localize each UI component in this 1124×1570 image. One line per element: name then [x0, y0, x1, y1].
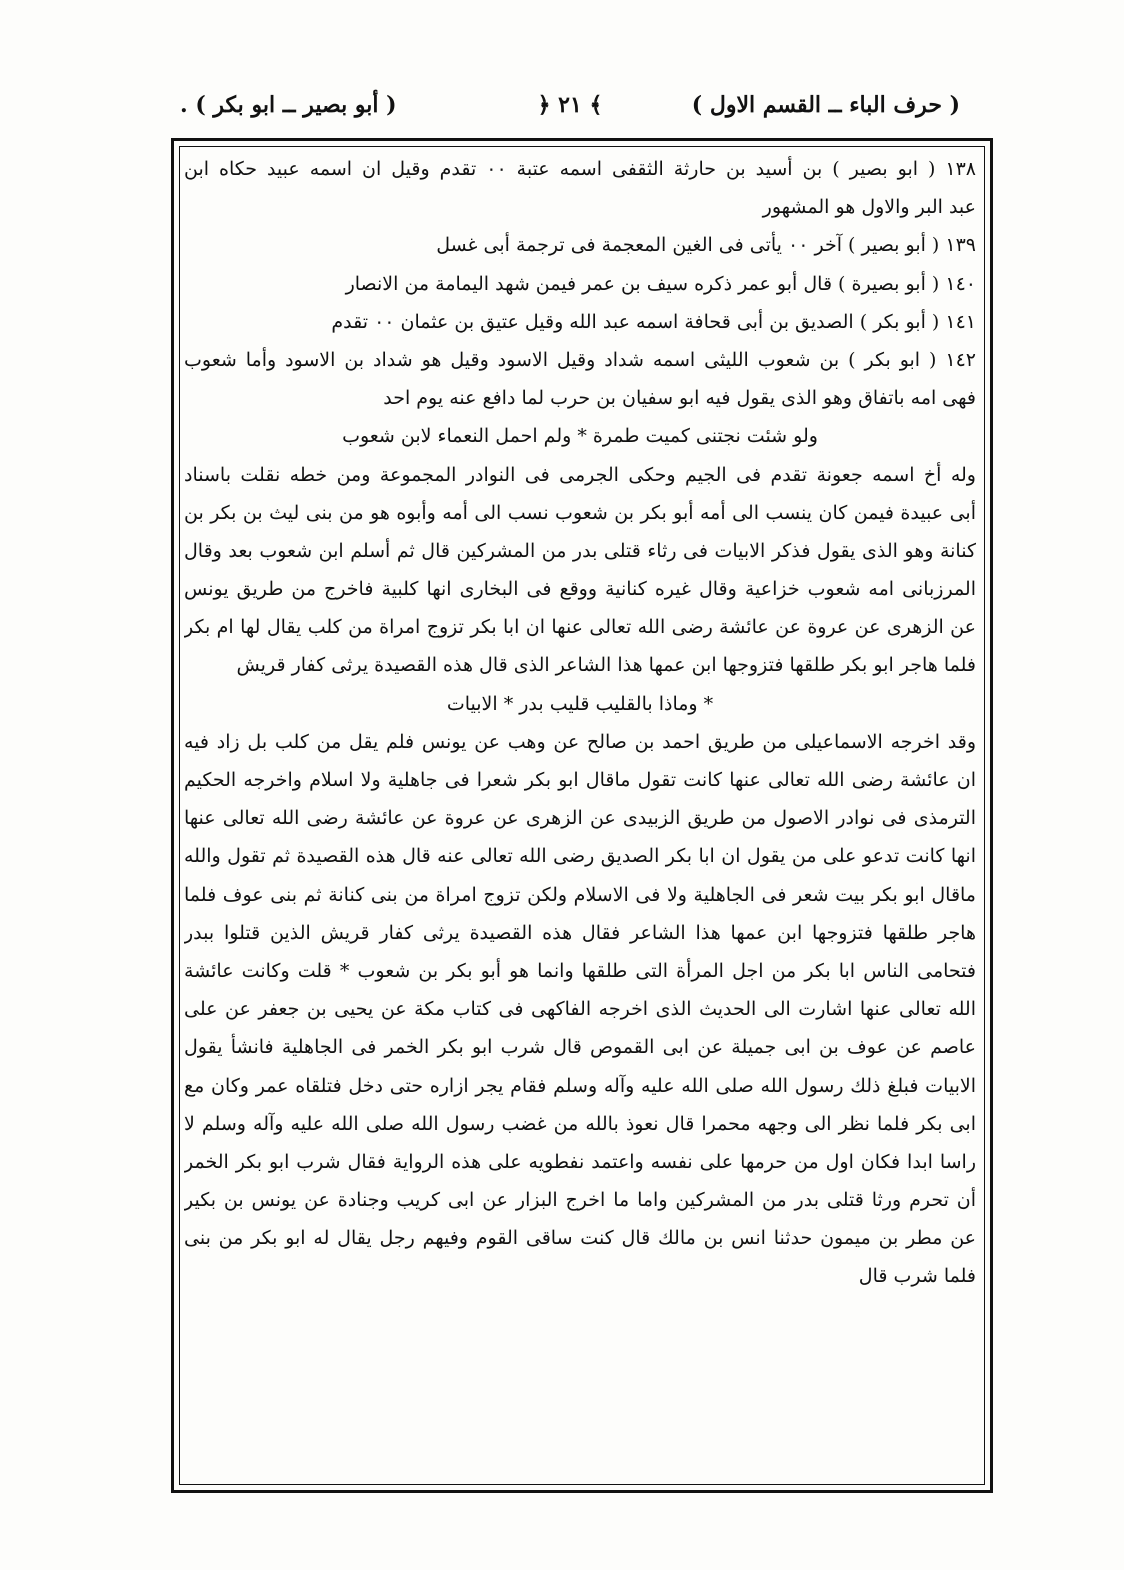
text-line: هاجر طلقها فتزوجها ابن عمها هذا الشاعر فقال هذه القصيدة يرثى كفار قريش الذين قتلوا ببدر	[184, 921, 976, 944]
entry-139: ١٣٩ ( أبو بصير ) آخر ٠٠ يأتى فى الغين المعجمة فى ترجمة أبى غسل	[436, 234, 976, 257]
running-header	[180, 92, 960, 132]
text-line: ماقال ابو بكر بيت شعر فى الجاهلية ولا فى الاسلام ولكن تزوج امراة من بنى كنانة ثم بنى عوف فلما	[184, 883, 976, 906]
text-line: انها كانت تدعو على من يقول ان ابا بكر الصديق رضى الله تعالى عنه قال هذه القصيدة ثم تقول والله	[184, 845, 976, 868]
text-line: ان عائشة رضى الله تعالى عنها كانت تقول ماقال ابو بكر شعرا فى جاهلية ولا اسلام واخرجه الحكيم	[184, 769, 976, 791]
text-line: عبد البر والاول هو المشهور	[762, 196, 976, 219]
entry-142: ١٤٢ ( ابو بكر ) بن شعوب الليثى اسمه شداد وقيل الاسود وقيل هو شداد بن الاسود وأما شعوب	[184, 348, 976, 371]
text-line: عاصم عن عوف بن ابى جميلة عن ابى القموص قال شرب ابو بكر الخمر فى الجاهلية فانشأ يقول	[184, 1036, 976, 1059]
text-line: عن مطر بن ميمون حدثنا انس بن مالك قال كنت ساقى القوم وفيهم رجل يقال له ابو بكر من بنى	[184, 1227, 976, 1250]
text-line: فتحامى الناس ابا بكر من اجل المرأة التى طلقها وانما هو أبو بكر بن شعوب * قلت وكانت عائشة	[184, 959, 976, 982]
text-line: فهى امه باتفاق وهو الذى يقول فيه ابو سفيان بن حرب لما دافع عنه يوم احد	[383, 387, 976, 410]
text-line: فلما شرب قال	[858, 1265, 976, 1288]
page-number: ﴿ ٢١ ﴾	[537, 92, 603, 118]
text-line: فلما هاجر ابو بكر طلقها فتزوجها ابن عمها هذا الشاعر الذى قال هذه القصيدة يرثى كفار قريش	[236, 654, 976, 677]
text-line: الترمذى فى نوادر الاصول من طريق الزبيدى عن الزهرى عن عروة عن عائشة رضى الله تعالى عنها	[184, 807, 976, 830]
entry-140: ١٤٠ ( أبو بصيرة ) قال أبو عمر ذكره سيف بن عمر فيمن شهد اليمامة من الانصار	[345, 272, 976, 295]
verse-line: * وماذا بالقليب قليب بدر * الابيات	[446, 692, 714, 715]
text-line: الابيات فبلغ ذلك رسول الله صلى الله عليه وآله وسلم فقام يجر ازاره حتى دخل فتلقاه عمر وكان مع	[184, 1074, 976, 1097]
text-line: ابى بكر فلما نظر الى وجهه محمرا قال نعوذ بالله من غضب رسول الله صلى الله عليه وآله وسلم لا	[184, 1112, 976, 1135]
verse-line: ولو شئت نجتنى كميت طمرة * ولم احمل النعماء لابن شعوب	[342, 425, 818, 448]
text-line: أبى عبيدة فيمن كان ينسب الى أمه أبو بكر بن شعوب نسب الى أمه وأبوه هو من بنى ليث بن بكر بن	[184, 501, 976, 524]
text-line: وله أخ اسمه جعونة تقدم فى الجيم وحكى الجرمى فى النوادر المجموعة ومن خطه نقلت باسناد	[184, 463, 976, 486]
entry-138: ١٣٨ ( ابو بصير ) بن أسيد بن حارثة الثقفى اسمه عتبة ٠٠ تقدم وقيل ان اسمه عبيد حكاه ابن	[184, 158, 976, 180]
text-line: كنانة وهو الذى يقول فذكر الابيات فى رثاء قتلى بدر من المشركين قال ثم أسلم ابن شعوب بعد وقال	[184, 539, 976, 562]
text-line: المرزبانى امه شعوب خزاعية وقال غيره كنانية ووقع فى البخارى انها كلبية فاخرج من طريق يونس	[184, 578, 976, 601]
text-line: عن الزهرى عن عروة عن عائشة رضى الله تعالى عنها ان ابا بكر تزوج امراة من كلب يقال لها ام بكر	[184, 616, 976, 639]
text-line: الله تعالى عنها اشارت الى الحديث الذى اخرجه الفاكهى فى كتاب مكة عن يحيى بن جعفر عن على	[184, 998, 976, 1021]
header-section-title: ( حرف الباء ــ القسم الاول )	[691, 92, 960, 118]
text-line: أن تحرم ورثا قتلى بدر من المشركين واما ما اخرج البزار عن ابى كريب وجنادة عن يونس بن بكير	[184, 1189, 976, 1212]
header-entry-range: ( أبو بصير ــ ابو بكر ) .	[180, 92, 397, 118]
text-line: راسا ابدا فكان اول من حرمها على نفسه واعتمد نفطويه على هذه الرواية فقال شرب ابو بكر الخمر	[184, 1150, 976, 1173]
entry-141: ١٤١ ( أبو بكر ) الصديق بن أبى قحافة اسمه عبد الله وقيل عتيق بن عثمان ٠٠ تقدم	[331, 310, 976, 333]
text-line: وقد اخرجه الاسماعيلى من طريق احمد بن صالح عن وهب عن يونس فلم يقل من كلب بل زاد فيه	[184, 730, 976, 753]
text-body	[184, 150, 976, 1475]
